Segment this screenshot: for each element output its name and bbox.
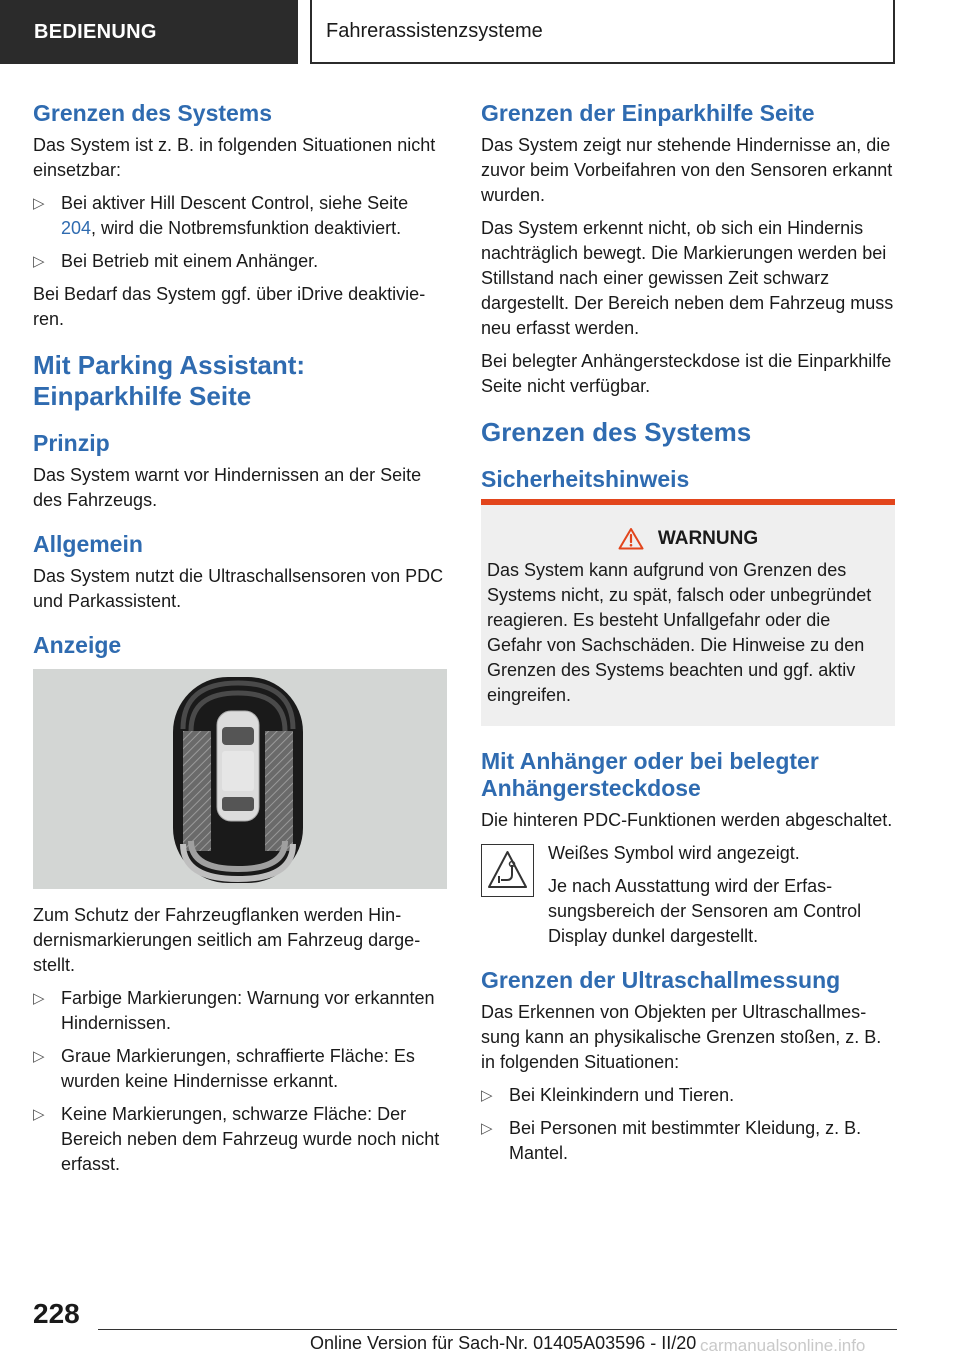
list-item: ▷ Bei Kleinkindern und Tieren.	[481, 1083, 895, 1108]
warning-title: WARNUNG	[487, 527, 889, 550]
triangle-bullet-icon: ▷	[481, 1087, 493, 1104]
right-column	[481, 100, 895, 1174]
symbol-row	[481, 841, 895, 949]
heading-ultraschallmessung: Grenzen der Ultraschallmessung	[481, 967, 841, 993]
paragraph-symbol: Weißes Symbol wird angezeigt.	[548, 843, 800, 863]
bullet-list-ultraschall	[481, 1083, 895, 1166]
section-tab: BEDIENUNG	[0, 0, 298, 64]
car-top-view-illustration	[33, 669, 447, 889]
heading-grenzen-des-systems: Grenzen des Systems	[33, 100, 273, 126]
bullet-list-grenzen	[33, 191, 447, 274]
warning-triangle-icon	[618, 527, 644, 550]
footer-divider	[98, 1329, 897, 1330]
paragraph-pdc: Die hinteren PDC-Funktionen werden abgeschaltet.	[481, 810, 893, 830]
paragraph-schutz: Zum Schutz der Fahrzeugflanken werden Hindernismarkierungen seitlich am Fahrzeug dargestellt.	[33, 905, 421, 975]
heading-parking-assistant: Mit Parking Assistant: Einparkhilfe Seite	[33, 350, 306, 411]
warning-text: Das System kann aufgrund von Grenzen des Systems nicht, zu spät, falsch oder unbegründet reagieren. Es besteht Unfallgefahr oder die Gefahr von Sachschäden. Die Hinweise zu den Grenzen des Systems beachten und ggf. aktiv eingreifen.	[487, 560, 872, 705]
triangle-bullet-icon: ▷	[33, 990, 45, 1007]
page-link[interactable]: 204	[61, 218, 92, 238]
list-item: ▷ Bei aktiver Hill Descent Control, siehe Seite 204, wird die Notbremsfunktion deaktiviert.	[33, 193, 409, 238]
trailer-hitch-warning-icon	[481, 844, 534, 897]
heading-prinzip: Prinzip	[33, 430, 110, 456]
triangle-bullet-icon: ▷	[33, 1048, 45, 1065]
paragraph-bedarf: Bei Bedarf das System ggf. über iDrive deaktivieren.	[33, 284, 426, 329]
paragraph-1: Das System zeigt nur stehende Hindernisse an, die zuvor beim Vorbeifahren von den Sensoren erkannt wurden.	[481, 135, 893, 205]
chapter-title: Fahrerassistenzsysteme	[310, 0, 895, 64]
list-item: ▷ Keine Markierungen, schwarze Fläche: Der Bereich neben dem Fahrzeug wurde noch nicht erfasst.	[33, 1104, 440, 1174]
left-column	[33, 100, 447, 1185]
paragraph-3: Bei belegter Anhängersteckdose ist die Einparkhilfe Seite nicht verfügbar.	[481, 351, 892, 396]
warning-box	[481, 499, 895, 726]
heading-grenzen-des-systems-right: Grenzen des Systems	[481, 417, 752, 447]
triangle-bullet-icon: ▷	[33, 253, 45, 270]
watermark: carmanualsonline.info	[700, 1336, 866, 1355]
list-item: ▷ Bei Betrieb mit einem Anhänger.	[33, 249, 447, 274]
list-item: ▷ Graue Markierungen, schraffierte Fläche: Es wurden keine Hindernisse erkannt.	[33, 1046, 415, 1091]
footer-version: Online Version für Sach-Nr. 01405A03596 - II/20	[310, 1333, 697, 1353]
paragraph-ultraschall: Das Erkennen von Objekten per Ultraschallmessung kann an physikalische Grenzen stoßen, z. B. in folgenden Situationen:	[481, 1002, 882, 1072]
list-item: ▷ Bei Personen mit bestimmter Kleidung, z. B. Mantel.	[481, 1118, 862, 1163]
parking-display-figure	[33, 669, 447, 889]
page-number: 228	[33, 1298, 80, 1329]
heading-grenzen-einparkhilfe: Grenzen der Einparkhilfe Seite	[481, 100, 815, 126]
paragraph-allgemein: Das System nutzt die Ultraschallsensoren von PDC und Parkassistent.	[33, 566, 444, 611]
paragraph-prinzip: Das System warnt vor Hindernissen an der Seite des Fahrzeugs.	[33, 465, 422, 510]
triangle-bullet-icon: ▷	[33, 195, 45, 212]
paragraph-ausstattung: Je nach Ausstattung wird der Erfassungsbereich der Sensoren am Control Display dunkel dargestellt.	[548, 876, 862, 946]
triangle-bullet-icon: ▷	[33, 1106, 45, 1123]
list-item: ▷ Farbige Markierungen: Warnung vor erkannten Hindernissen.	[33, 988, 435, 1033]
heading-allgemein: Allgemein	[33, 531, 143, 557]
paragraph-grenzen: Das System ist z. B. in folgenden Situationen nicht einsetzbar:	[33, 135, 436, 180]
triangle-bullet-icon: ▷	[481, 1120, 493, 1137]
heading-anzeige: Anzeige	[33, 632, 122, 658]
paragraph-2: Das System erkennt nicht, ob sich ein Hindernis nachträglich bewegt. Die Markierungen werden bei Stillstand nach einer gewissen Zeit schwarz dargestellt. Der Bereich neben dem Fahrzeug muss neu erfasst werden.	[481, 218, 894, 338]
bullet-list-markierungen	[33, 986, 447, 1177]
heading-sicherheitshinweis: Sicherheitshinweis	[481, 466, 690, 492]
heading-anhaenger: Mit Anhänger oder bei belegter Anhängersteckdose	[481, 748, 819, 801]
